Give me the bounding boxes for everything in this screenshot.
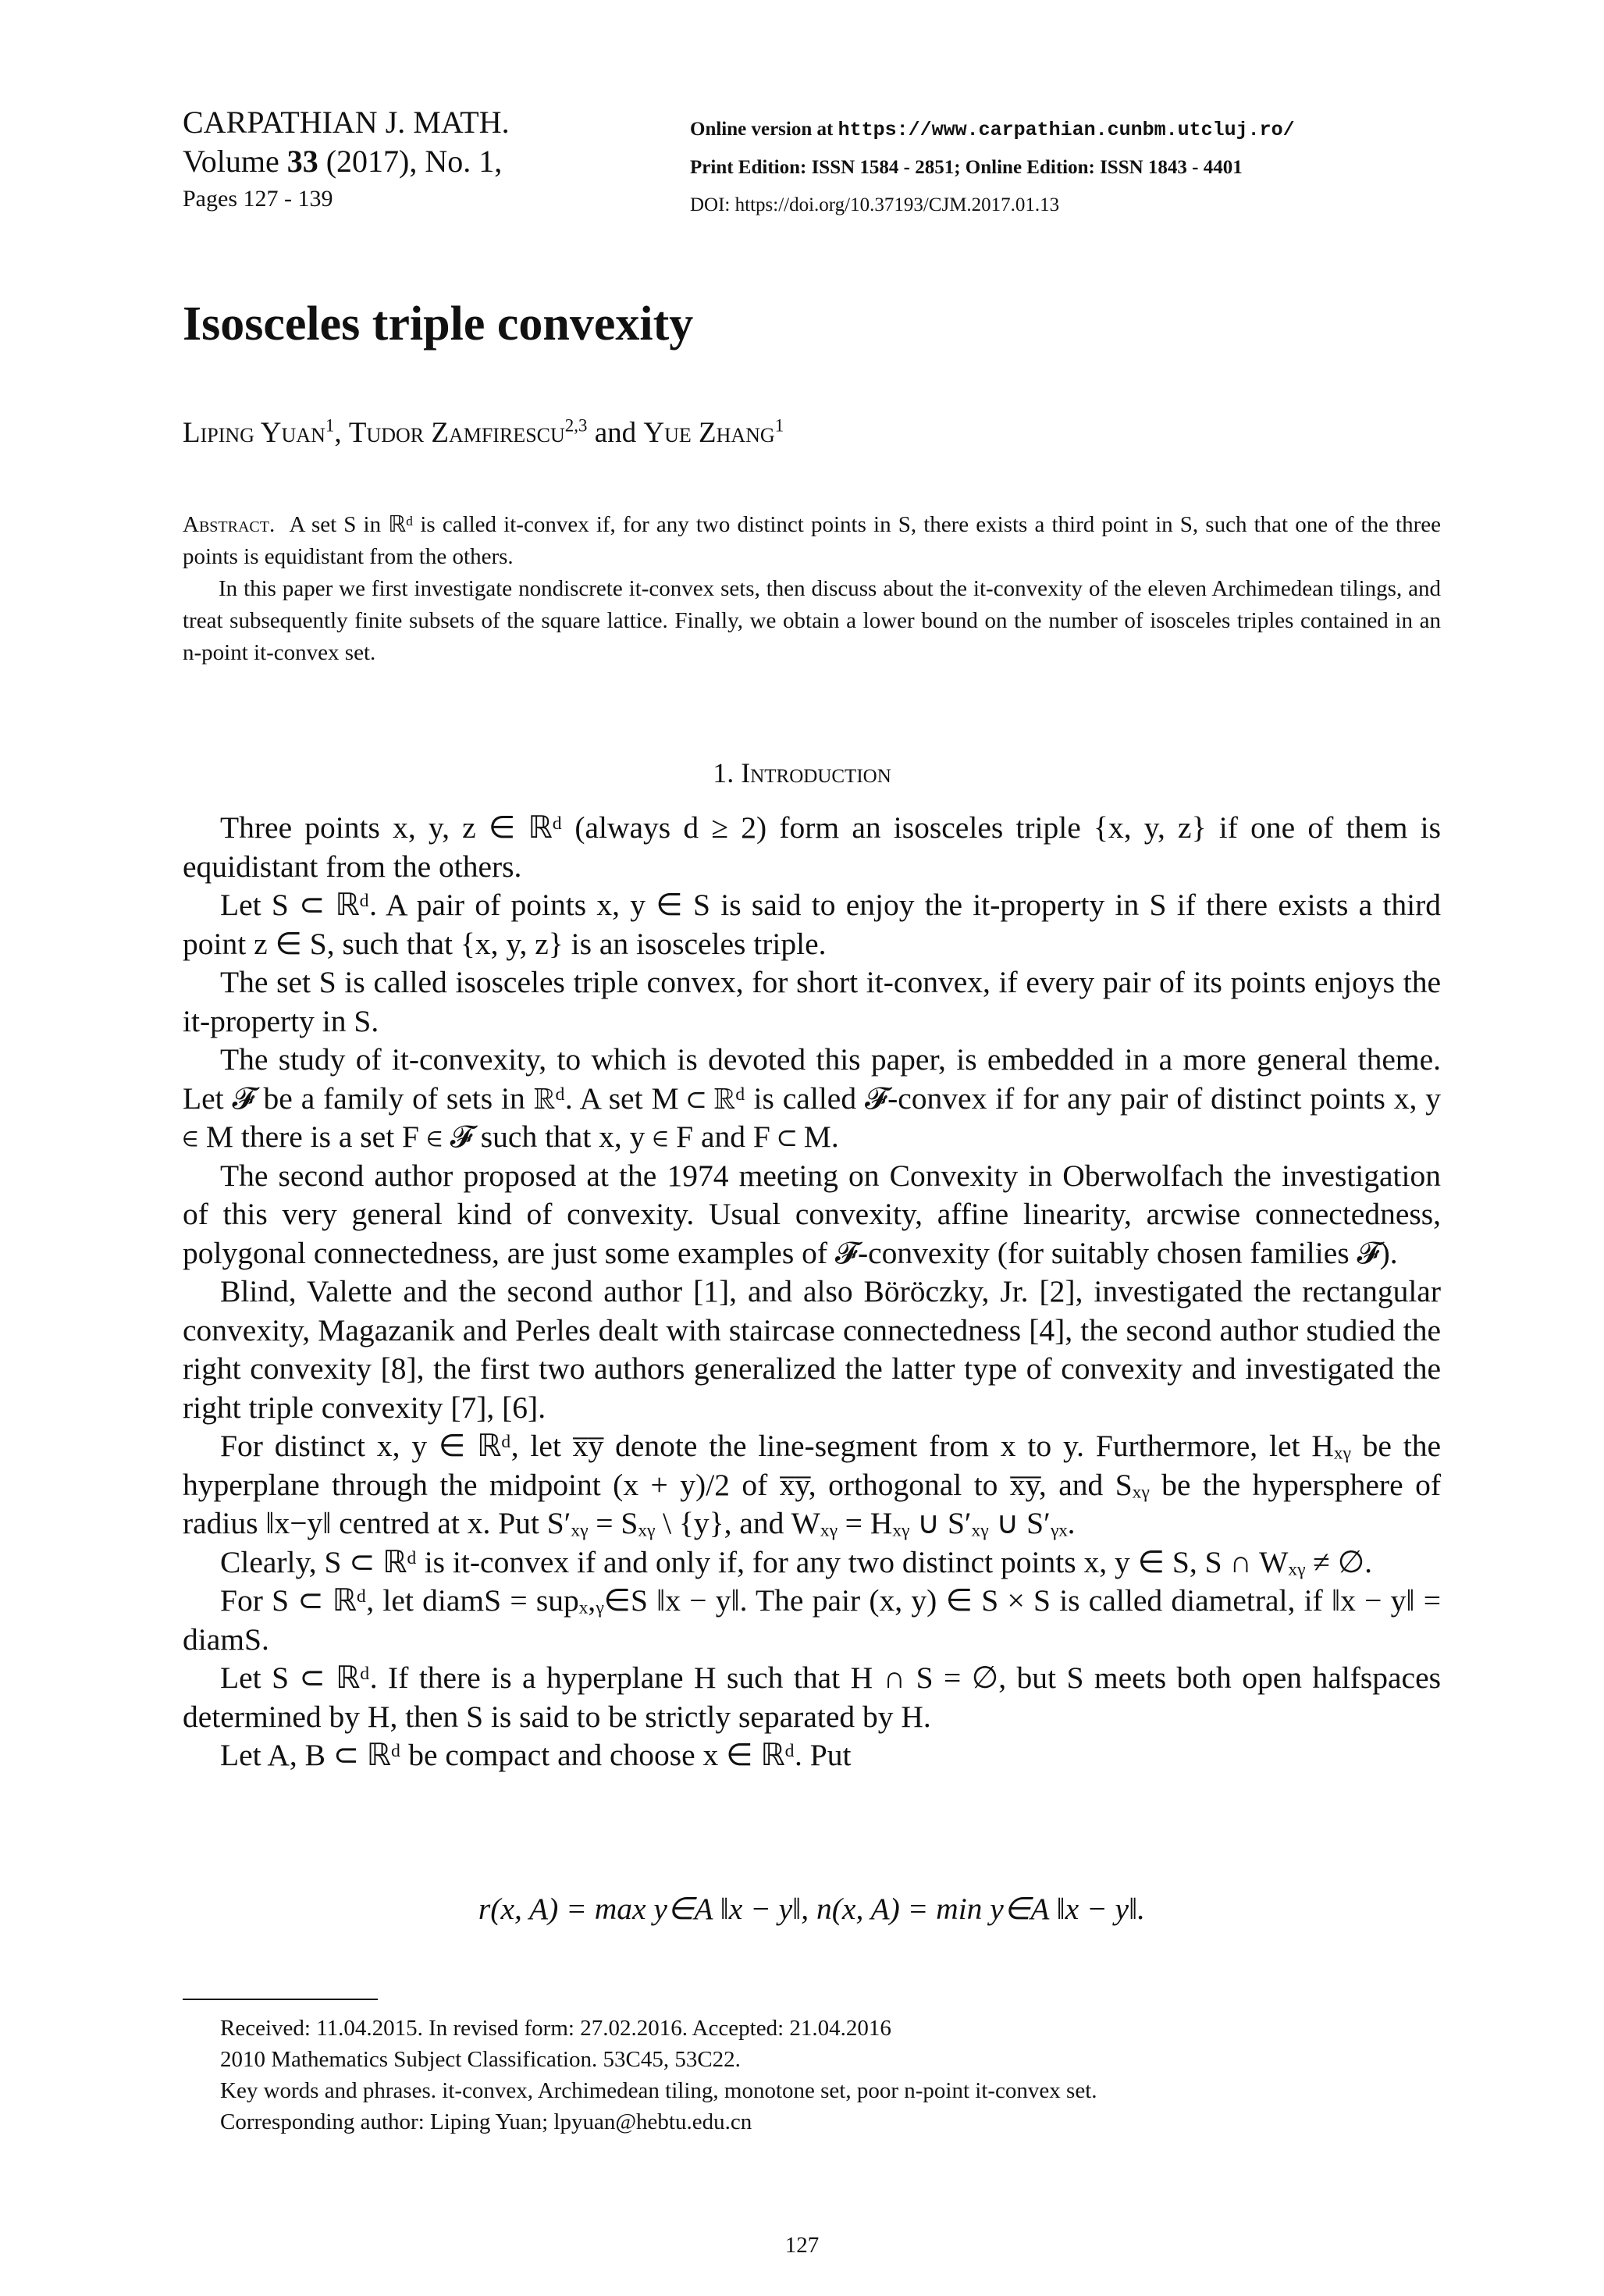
body-paragraph: For distinct x, y ∈ ℝᵈ, let x̅y̅ denote the line-segment from x to y. Furthermore, let Hₓᵧ be the hyperplane through the midpoint (x + y)/2 of x̅y̅, orthogonal to x̅y̅, and Sₓᵧ be the hypersphere of radius ‖x−y‖ centred at x. Put S′ₓᵧ = Sₓᵧ \ {y}, and Wₓᵧ = Hₓᵧ ∪ S′ₓᵧ ∪ S′ᵧₓ.	[183, 1429, 1441, 1540]
body-paragraph: The set S is called isosceles triple convex, for short it-convex, if every pair of its points enjoys the it-property in S.	[183, 965, 1441, 1038]
page-number: 127	[784, 2233, 820, 2258]
footnote-keywords: Key words and phrases. it-convex, Archimedean tiling, monotone set, poor n-point it-convex set.	[220, 2078, 1097, 2103]
author-name: Yue Zhang	[643, 417, 775, 449]
author-list: Liping Yuan$^1$, Tudor Zamfirescu$^{2,3}$ and Yue Zhang$^1$	[183, 415, 784, 449]
footnote-received: Received: 11.04.2015. In revised form: 27.02.2016. Accepted: 21.04.2016	[220, 2016, 891, 2041]
abstract	[183, 509, 1441, 669]
journal-name: CARPATHIAN J. MATH.	[183, 105, 510, 140]
body-paragraph: The second author proposed at the 1974 meeting on Convexity in Oberwolfach the investigation of this very general kind of convexity. Usual convexity, affine linearity, arcwise connectedness, polygonal connectedness, are just some examples of 𝓕-convexity (for suitably chosen families 𝓕).	[183, 1158, 1441, 1270]
online-version: Online version at https://www.carpathian.cunbm.utcluj.ro/	[690, 119, 1295, 141]
body-paragraph: The study of it-convexity, to which is devoted this paper, is embedded in a more general theme. Let 𝓕 be a family of sets in ℝᵈ. A set M ⊂ ℝᵈ is called 𝓕-convex if for any pair of distinct points x, y ∈ M there is a set F ∈ 𝓕 such that x, y ∈ F and F ⊂ M.	[183, 1042, 1441, 1154]
author-affiliation: 1	[325, 415, 335, 436]
body-paragraph: Let S ⊂ ℝᵈ. If there is a hyperplane H such that H ∩ S = ∅, but S meets both open halfspaces determined by H, then S is said to be strictly separated by H.	[183, 1661, 1441, 1734]
section-heading	[0, 753, 1604, 792]
body-paragraph: Let S ⊂ ℝᵈ. A pair of points x, y ∈ S is said to enjoy the it-property in S if there exists a third point z ∈ S, such that {x, y, z} is an isosceles triple.	[183, 888, 1441, 961]
journal-header	[183, 103, 667, 217]
abstract-text: A set S in ℝᵈ is called it-convex if, for any two distinct points in S, there exists a third point in S, such that one of the three points is equidistant from the others.	[183, 512, 1441, 569]
display-equation: r(x, A) = max y∈A ‖x − y‖, n(x, A) = min y∈A ‖x − y‖.	[478, 1892, 1146, 1926]
footnote-rule	[183, 1999, 378, 2000]
footnotes	[220, 2013, 1438, 2138]
author-name: Liping Yuan	[183, 417, 325, 449]
body-paragraph: Three points x, y, z ∈ ℝᵈ (always d ≥ 2) form an isosceles triple {x, y, z} if one of them is equidistant from the others.	[183, 810, 1441, 884]
journal-url-link[interactable]: https://www.carpathian.cunbm.utcluj.ro/	[838, 119, 1295, 141]
section-number: 1.	[713, 757, 734, 788]
abstract-paragraph	[183, 509, 1441, 573]
volume-number: 33	[286, 144, 318, 179]
issn-line: Print Edition: ISSN 1584 - 2851; Online Edition: ISSN 1843 - 4401	[690, 157, 1243, 178]
author-name: Tudor Zamfirescu	[348, 417, 565, 449]
body-paragraph: For S ⊂ ℝᵈ, let diamS = supₓ,ᵧ∈S ‖x − y‖. The pair (x, y) ∈ S × S is called diametral, if ‖x − y‖ = diamS.	[183, 1583, 1441, 1657]
abstract-paragraph: In this paper we first investigate nondiscrete it-convex sets, then discuss about the it-convexity of the eleven Archimedean tilings, and treat subsequently finite subsets of the square lattice. Finally, we obtain a lower bound on the number of isosceles triples contained in an n-point it-convex set.	[183, 576, 1441, 665]
paper-title: Isosceles triple convexity	[183, 297, 694, 351]
footnote-msc: 2010 Mathematics Subject Classification. 53C45, 53C22.	[220, 2047, 741, 2072]
footnote-corresponding: Corresponding author: Liping Yuan; lpyuan@hebtu.edu.cn	[220, 2109, 752, 2134]
author-affiliation: 2,3	[564, 415, 588, 436]
body-paragraph: Blind, Valette and the second author [1], and also Böröczky, Jr. [2], investigated the rectangular convexity, Magazanik and Perles dealt with staircase connectedness [4], the second author studied the right convexity [8], the first two authors generalized the latter type of convexity and investigated the right triple convexity [7], [6].	[183, 1274, 1441, 1425]
doi-line[interactable]: DOI: https://doi.org/10.37193/CJM.2017.01.13	[690, 194, 1060, 215]
body-paragraph: Clearly, S ⊂ ℝᵈ is it-convex if and only if, for any two distinct points x, y ∈ S, S ∩ Wₓᵧ ≠ ∅.	[220, 1544, 1373, 1579]
journal-volume: Volume 33 (2017), No. 1,	[183, 144, 503, 179]
section-name: Introduction	[741, 757, 891, 788]
body-paragraph: Let A, B ⊂ ℝᵈ be compact and choose x ∈ ℝᵈ. Put	[220, 1738, 852, 1772]
publication-info	[690, 111, 1439, 224]
body-text	[183, 809, 1441, 1775]
journal-pages: Pages 127 - 139	[183, 186, 333, 212]
abstract-label: Abstract.	[183, 512, 276, 537]
author-affiliation: 1	[774, 415, 784, 436]
